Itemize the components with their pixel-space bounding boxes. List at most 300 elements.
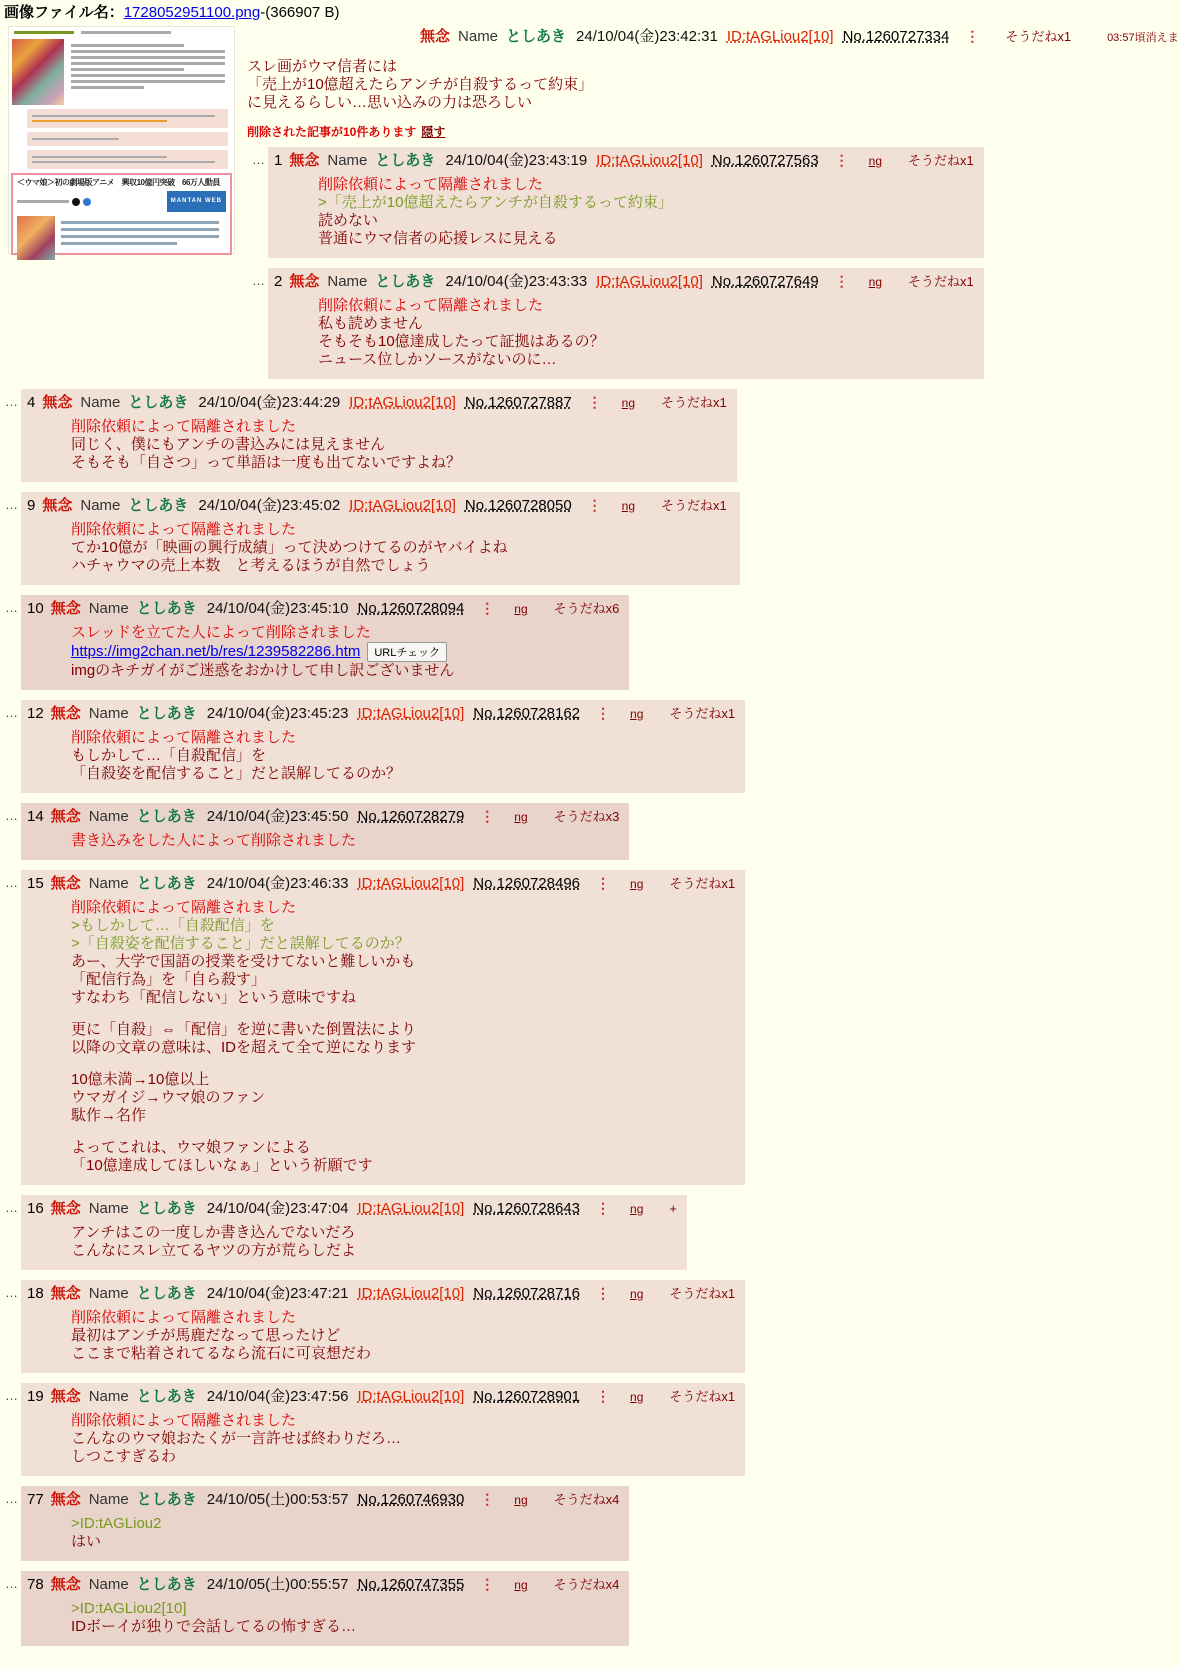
post-row (5, 803, 997, 860)
name-label: Name (80, 394, 121, 411)
post-header (27, 874, 735, 894)
post-menu-icon[interactable]: ⋮ (480, 600, 495, 616)
x-social-icon (72, 198, 80, 206)
post-number: 77 (27, 1491, 44, 1508)
poster-name: としあき (375, 152, 436, 169)
post-number: 15 (27, 875, 44, 892)
body-line: ウマガイジ→ウマ娘のファン (71, 1089, 266, 1106)
post-row (5, 1486, 997, 1561)
body-line: 削除依頼によって隔離されました (318, 297, 544, 314)
body-line: そもそも10億達成したって証拠はあるの？ (318, 333, 605, 350)
poster-name: としあき (136, 1388, 197, 1405)
post-row (5, 870, 997, 1185)
body-line: 10億未満→10億以上 (71, 1071, 210, 1088)
post-menu-icon[interactable]: ⋮ (587, 394, 602, 410)
ng-link[interactable]: ng (630, 877, 644, 891)
post-menu-icon[interactable]: ⋮ (834, 273, 849, 289)
poster-name: としあき (375, 273, 436, 290)
poster-id[interactable]: ID:tAGLiou2[10] (349, 497, 456, 514)
body-line: あー、大学で国語の授業を受けてないと難しいかも (71, 953, 416, 970)
op-poster-id[interactable]: ID:tAGLiou2[10] (726, 28, 834, 45)
name-label: Name (327, 273, 368, 290)
news-title: ＜ウマ娘＞初の劇場版アニメ 興収10億円突破 66万人動員 (17, 178, 220, 187)
sodane-count[interactable]: そうだねx6 (553, 601, 620, 616)
body-line: 同じく、僕にもアンチの書込みには見えません (71, 436, 386, 453)
text-line-placeholder (71, 74, 225, 77)
post-number: 16 (27, 1200, 44, 1217)
sodane-count[interactable]: そうだねx4 (553, 1492, 620, 1507)
post-number: 2 (274, 273, 283, 290)
post-date: 24/10/04(金)23:45:50 (206, 808, 349, 825)
op-sodane-count[interactable]: そうだねx1 (1005, 29, 1072, 44)
name-label: Name (88, 1200, 129, 1217)
text-line-placeholder (61, 242, 177, 245)
post-body (71, 1309, 725, 1363)
post-box (21, 1486, 629, 1561)
post-no[interactable]: No.1260728279 (357, 808, 465, 825)
post-url-line (71, 642, 609, 662)
poster-id[interactable]: ID:tAGLiou2[10] (357, 875, 465, 892)
post-date: 24/10/04(金)23:43:33 (445, 273, 588, 290)
name-label: Name (458, 28, 499, 45)
mini-thread-text (69, 39, 231, 105)
poster-id[interactable]: ID:tAGLiou2[10] (357, 1200, 465, 1217)
sodane-count[interactable]: そうだねx3 (553, 809, 620, 824)
post-row (5, 389, 997, 482)
body-line: スレッドを立てた人によって削除されました (71, 624, 371, 641)
url-check-button[interactable]: URLチェック (367, 642, 447, 662)
body-line: すなわち「配信しない」という意味ですね (71, 989, 357, 1006)
body-line: 「自殺姿を配信すること」だと誤解してるのか？ (71, 765, 402, 782)
body-line: IDボーイが独りで会話してるの怖すぎる… (71, 1618, 357, 1635)
post-marker[interactable]: … (5, 1285, 18, 1300)
post-row (5, 1383, 997, 1476)
body-line: しつこすぎるわ (71, 1448, 177, 1465)
deleted-posts-notice-text: 削除された記事が10件あります (247, 125, 417, 139)
post-subject: 無念 (42, 394, 73, 411)
news-article-image (17, 216, 55, 260)
post-date: 24/10/05(土)00:53:57 (206, 1491, 349, 1508)
post-row (5, 700, 997, 793)
news-text-placeholder (60, 216, 226, 260)
post-number: 1 (274, 152, 283, 169)
post-marker[interactable]: … (5, 808, 18, 823)
sodane-count[interactable]: + (669, 1201, 677, 1216)
ng-link[interactable]: ng (630, 707, 644, 721)
post-row (5, 1195, 997, 1270)
post-header (27, 496, 730, 516)
post-body (71, 624, 609, 680)
body-line: 削除依頼によって隔離されました (71, 1412, 297, 1429)
text-line-placeholder (71, 68, 184, 71)
body-line: >ID:tAGLiou2 (71, 1515, 162, 1532)
ng-link[interactable]: ng (630, 1390, 644, 1404)
post-row (5, 1280, 997, 1373)
post-box (21, 1195, 687, 1270)
mini-reply (27, 150, 228, 169)
post-no[interactable]: No.1260728094 (357, 600, 465, 617)
post-body (71, 1600, 609, 1636)
post-row (5, 595, 997, 690)
post-box (21, 1571, 629, 1646)
mini-anime-image (12, 39, 64, 105)
post-date: 24/10/04(金)23:46:33 (206, 875, 349, 892)
post-row (252, 147, 997, 258)
post-subject: 無念 (50, 808, 81, 825)
file-size: -(366907 B) (260, 4, 340, 21)
body-line (71, 1057, 725, 1071)
name-label: Name (88, 1491, 129, 1508)
post-menu-icon[interactable]: ⋮ (596, 1388, 611, 1404)
ng-link[interactable]: ng (621, 499, 636, 513)
post-subject: 無念 (50, 875, 81, 892)
body-line: >「売上が10億超えたらアンチが自殺するって約束」 (318, 194, 673, 211)
body-line: 更に「自殺」⇔「配信」を逆に書いた倒置法により (71, 1021, 417, 1038)
post-marker[interactable]: … (5, 1576, 18, 1591)
post-marker[interactable]: … (252, 273, 265, 288)
poster-name: としあき (136, 705, 197, 722)
post-body (71, 521, 720, 575)
post-subject: 無念 (289, 273, 320, 290)
post-body (318, 297, 964, 369)
text-line-placeholder (17, 200, 69, 203)
news-brand-badge: MANTAN WEB (167, 191, 226, 212)
news-meta-row (17, 191, 226, 212)
post-number: 18 (27, 1285, 44, 1302)
post-box (21, 492, 740, 585)
poster-name: としあき (136, 1491, 197, 1508)
post-menu-icon[interactable]: ⋮ (596, 1200, 611, 1216)
op-body (247, 58, 997, 112)
name-label: Name (88, 1285, 129, 1302)
news-article-card (11, 173, 232, 255)
post-header (27, 1284, 735, 1304)
body-line (71, 1007, 725, 1021)
file-label: 画像ファイル名： (4, 4, 124, 21)
post-number: 19 (27, 1388, 44, 1405)
hide-deleted-link[interactable]: 隠す (421, 125, 446, 139)
post-box (21, 1383, 745, 1476)
post-number: 4 (27, 394, 36, 411)
post-subject: 無念 (50, 1388, 81, 1405)
text-line-placeholder (71, 44, 184, 47)
news-body (17, 216, 226, 260)
post-no[interactable]: No.1260746930 (357, 1491, 465, 1508)
ng-link[interactable]: ng (514, 810, 528, 824)
post-menu-icon[interactable]: ⋮ (587, 497, 602, 513)
text-line-placeholder (81, 31, 171, 34)
mini-reply (27, 132, 228, 146)
post-subject: 無念 (42, 497, 73, 514)
post-header (274, 272, 974, 292)
body-line: >ID:tAGLiou2[10] (71, 1600, 187, 1617)
body-line: 「配信行為」を「自ら殺す」 (71, 971, 267, 988)
body-line: 以降の文章の意味は、IDを超えて全て逆になります (71, 1039, 417, 1056)
poster-name: としあき (128, 497, 189, 514)
body-line: imgのキチガイがご迷惑をおかけして申し訳ございません (71, 662, 455, 679)
post-menu-icon[interactable]: ⋮ (480, 808, 495, 824)
post-header (27, 1490, 619, 1510)
ng-link[interactable]: ng (514, 1493, 528, 1507)
post-number: 14 (27, 808, 44, 825)
text-line-placeholder (71, 50, 225, 53)
body-line (71, 1125, 725, 1139)
post-no[interactable]: No.1260728901 (473, 1388, 581, 1405)
post-header (27, 1199, 677, 1219)
post-body (71, 832, 609, 850)
post-box (21, 803, 629, 860)
sodane-count[interactable]: そうだねx1 (669, 876, 736, 891)
post-subject: 無念 (50, 1285, 81, 1302)
deleted-posts-notice (247, 123, 997, 142)
post-menu-icon[interactable]: ⋮ (596, 705, 611, 721)
name-label: Name (80, 497, 121, 514)
body-line: 削除依頼によって隔離されました (71, 899, 297, 916)
poster-id[interactable]: ID:tAGLiou2[10] (357, 705, 465, 722)
text-line-placeholder (32, 120, 167, 122)
body-line: 「10億達成してほしいなぁ」という祈願です (71, 1157, 373, 1174)
body-line: はい (71, 1533, 102, 1550)
post-box (21, 1280, 745, 1373)
post-no[interactable]: No.1260728050 (464, 497, 572, 514)
post-box (268, 268, 984, 379)
text-line-placeholder (71, 80, 225, 83)
post-marker[interactable]: … (5, 497, 18, 512)
facebook-icon (83, 198, 91, 206)
sodane-count[interactable]: そうだねx1 (669, 1286, 736, 1301)
sodane-count[interactable]: そうだねx1 (908, 153, 974, 168)
text-line-placeholder (32, 115, 215, 117)
thread-image-thumbnail[interactable] (8, 26, 235, 254)
post-no[interactable]: No.1260728162 (473, 705, 581, 722)
post-header (27, 1387, 735, 1407)
text-line-placeholder (14, 31, 74, 34)
post-marker[interactable]: … (252, 152, 265, 167)
post-date: 24/10/04(金)23:44:29 (198, 394, 341, 411)
post-subject: 無念 (50, 705, 81, 722)
name-label: Name (327, 152, 368, 169)
body-line: よってこれは、ウマ娘ファンによる (71, 1139, 311, 1156)
sodane-count[interactable]: そうだねx4 (553, 1577, 620, 1592)
post-row (5, 1571, 997, 1646)
post-header (274, 151, 974, 171)
body-line: 削除依頼によって隔離されました (318, 176, 544, 193)
post-header (27, 599, 619, 619)
post-header (27, 807, 619, 827)
post-body (318, 176, 964, 248)
post-marker[interactable]: … (5, 1200, 18, 1215)
text-line-placeholder (32, 156, 167, 158)
ng-link[interactable]: ng (514, 1578, 528, 1592)
ng-link[interactable]: ng (868, 154, 883, 168)
post-box (21, 595, 629, 690)
post-date: 24/10/04(金)23:45:10 (206, 600, 349, 617)
post-box (21, 700, 745, 793)
poster-name: としあき (136, 1576, 197, 1593)
body-line: スレ画がウマ信者には (247, 58, 398, 75)
body-line: 削除依頼によって隔離されました (71, 1309, 297, 1326)
post-body (71, 899, 725, 1175)
body-line: 読めない (318, 212, 379, 229)
name-label: Name (88, 705, 129, 722)
poster-id[interactable]: ID:tAGLiou2[10] (596, 273, 703, 290)
body-line: 私も読めません (318, 315, 424, 332)
body-line: アンチはこの一度しか書き込んでないだろ (71, 1224, 356, 1241)
body-line: もしかして…「自殺配信」を (71, 747, 267, 764)
body-line: てか10億が「映画の興行成績」って決めつけてるのがヤバイよね (71, 539, 508, 556)
post-menu-icon[interactable]: ⋮ (834, 152, 849, 168)
post-no[interactable]: No.1260747355 (357, 1576, 465, 1593)
sodane-count[interactable]: そうだねx1 (661, 395, 727, 410)
post-menu-icon[interactable]: ⋮ (596, 1285, 611, 1301)
body-line: 最初はアンチが馬鹿だなって思ったけど (71, 1327, 341, 1344)
body-line: ニュース位しかソースがないのに… (318, 351, 557, 368)
name-label: Name (88, 808, 129, 825)
post-header (27, 393, 727, 413)
body-line: に見えるらしい…思い込みの力は恐ろしい (247, 94, 533, 111)
post-no[interactable]: No.1260727649 (711, 273, 819, 290)
text-line-placeholder (71, 86, 144, 89)
body-line: こんなにスレ立てるヤツの方が荒らしだよ (71, 1242, 357, 1259)
text-line-placeholder (71, 56, 225, 59)
post-body (71, 418, 717, 472)
post-no[interactable]: No.1260727887 (464, 394, 572, 411)
body-line: 削除依頼によって隔離されました (71, 521, 297, 538)
ng-link[interactable]: ng (630, 1202, 644, 1216)
body-line: 書き込みをした人によって削除されました (71, 832, 357, 849)
text-line-placeholder (61, 228, 219, 231)
post-body (71, 1412, 725, 1466)
post-body (71, 1224, 667, 1260)
post-no[interactable]: No.1260728716 (473, 1285, 581, 1302)
post-subject: 無念 (50, 1576, 81, 1593)
op-expire-time: 03:57頃消えま (1107, 32, 1179, 44)
ng-link[interactable]: ng (630, 1287, 644, 1301)
body-line: 「売上が10億超えたらアンチが自殺するって約束」 (247, 76, 594, 93)
ng-link[interactable]: ng (621, 396, 636, 410)
mini-thread (9, 39, 234, 105)
post-subject: 無念 (50, 600, 81, 617)
post-marker[interactable]: … (5, 875, 18, 890)
body-line: そもそも「自さつ」って単語は一度も出てないですよね？ (71, 454, 462, 471)
post-date: 24/10/05(土)00:55:57 (206, 1576, 349, 1593)
sodane-count[interactable]: そうだねx1 (669, 1389, 736, 1404)
post-marker[interactable]: … (5, 705, 18, 720)
sodane-count[interactable]: そうだねx1 (661, 498, 727, 513)
post-row (252, 268, 997, 379)
sodane-count[interactable]: そうだねx1 (908, 274, 974, 289)
post-marker[interactable]: … (5, 600, 18, 615)
op-header (420, 27, 1179, 48)
reply-list (0, 147, 997, 1646)
body-line: >「自殺姿を配信すること」だと誤解してるのか？ (71, 935, 410, 952)
op-date: 24/10/04(金)23:42:31 (576, 28, 718, 45)
post-no[interactable]: No.1260727563 (711, 152, 819, 169)
poster-name: としあき (136, 600, 197, 617)
post-number: 12 (27, 705, 44, 722)
text-line-placeholder (32, 138, 119, 140)
post-box (21, 389, 737, 482)
post-date: 24/10/04(金)23:45:23 (206, 705, 349, 722)
ng-link[interactable]: ng (868, 275, 883, 289)
poster-id[interactable]: ID:tAGLiou2[10] (349, 394, 456, 411)
text-line-placeholder (32, 161, 215, 163)
post-marker[interactable]: … (5, 394, 18, 409)
poster-name: としあき (136, 808, 197, 825)
post-url-link[interactable]: https://img2chan.net/b/res/1239582286.htm (71, 642, 361, 660)
sodane-count[interactable]: そうだねx1 (669, 706, 736, 721)
post-header (27, 1575, 619, 1595)
name-label: Name (88, 1388, 129, 1405)
post-body (71, 1515, 609, 1551)
post-menu-icon[interactable]: ⋮ (596, 875, 611, 891)
name-label: Name (88, 1576, 129, 1593)
post-number: 10 (27, 600, 44, 617)
body-line: >もしかして…「自殺配信」を (71, 917, 275, 934)
op-subject: 無念 (420, 28, 451, 45)
mini-header-placeholder (12, 29, 231, 37)
body-line: 普通にウマ信者の応援レスに見える (318, 230, 558, 247)
post-marker[interactable]: … (5, 1388, 18, 1403)
post-subject: 無念 (289, 152, 320, 169)
text-line-placeholder (61, 235, 219, 238)
body-line: ここまで粘着されてるなら流石に可哀想だわ (71, 1345, 372, 1362)
op-poster-name: としあき (506, 28, 567, 45)
post-date: 24/10/04(金)23:47:56 (206, 1388, 349, 1405)
poster-name: としあき (136, 1285, 197, 1302)
post-box (21, 870, 745, 1185)
post-date: 24/10/04(金)23:45:02 (198, 497, 341, 514)
post-box (268, 147, 984, 258)
body-line: ハチャウマの売上本数 と考えるほうが自然でしょう (71, 557, 431, 574)
post-subject: 無念 (50, 1491, 81, 1508)
post-menu-icon[interactable]: ⋮ (480, 1491, 495, 1507)
poster-id[interactable]: ID:tAGLiou2[10] (596, 152, 703, 169)
body-line: 削除依頼によって隔離されました (71, 729, 297, 746)
text-line-placeholder (71, 62, 225, 65)
post-body (71, 729, 725, 783)
file-info-line (0, 0, 997, 22)
op-post-no[interactable]: No.1260727334 (842, 28, 950, 45)
post-date: 24/10/04(金)23:47:21 (206, 1285, 349, 1302)
post-number: 78 (27, 1576, 44, 1593)
post-number: 9 (27, 497, 36, 514)
post-no[interactable]: No.1260728496 (473, 875, 581, 892)
post-subject: 無念 (50, 1200, 81, 1217)
mini-reply (27, 109, 228, 128)
post-date: 24/10/04(金)23:43:19 (445, 152, 588, 169)
body-line: こんなのウマ娘おたくが一言許せば終わりだろ… (71, 1430, 402, 1447)
body-line: 削除依頼によって隔離されました (71, 418, 297, 435)
poster-id[interactable]: ID:tAGLiou2[10] (357, 1388, 465, 1405)
poster-name: としあき (136, 1200, 197, 1217)
post-row (5, 492, 997, 585)
poster-name: としあき (136, 875, 197, 892)
image-file-link[interactable]: 1728052951100.png (123, 4, 261, 21)
poster-id[interactable]: ID:tAGLiou2[10] (357, 1285, 465, 1302)
body-line: 駄作→名作 (71, 1107, 147, 1124)
poster-name: としあき (128, 394, 189, 411)
post-menu-icon[interactable]: ⋮ (480, 1576, 495, 1592)
post-no[interactable]: No.1260728643 (473, 1200, 581, 1217)
ng-link[interactable]: ng (514, 602, 528, 616)
name-label: Name (88, 875, 129, 892)
post-marker[interactable]: … (5, 1491, 18, 1506)
name-label: Name (88, 600, 129, 617)
post-menu-icon[interactable]: ⋮ (965, 28, 980, 44)
post-date: 24/10/04(金)23:47:04 (206, 1200, 349, 1217)
text-line-placeholder (61, 221, 219, 224)
